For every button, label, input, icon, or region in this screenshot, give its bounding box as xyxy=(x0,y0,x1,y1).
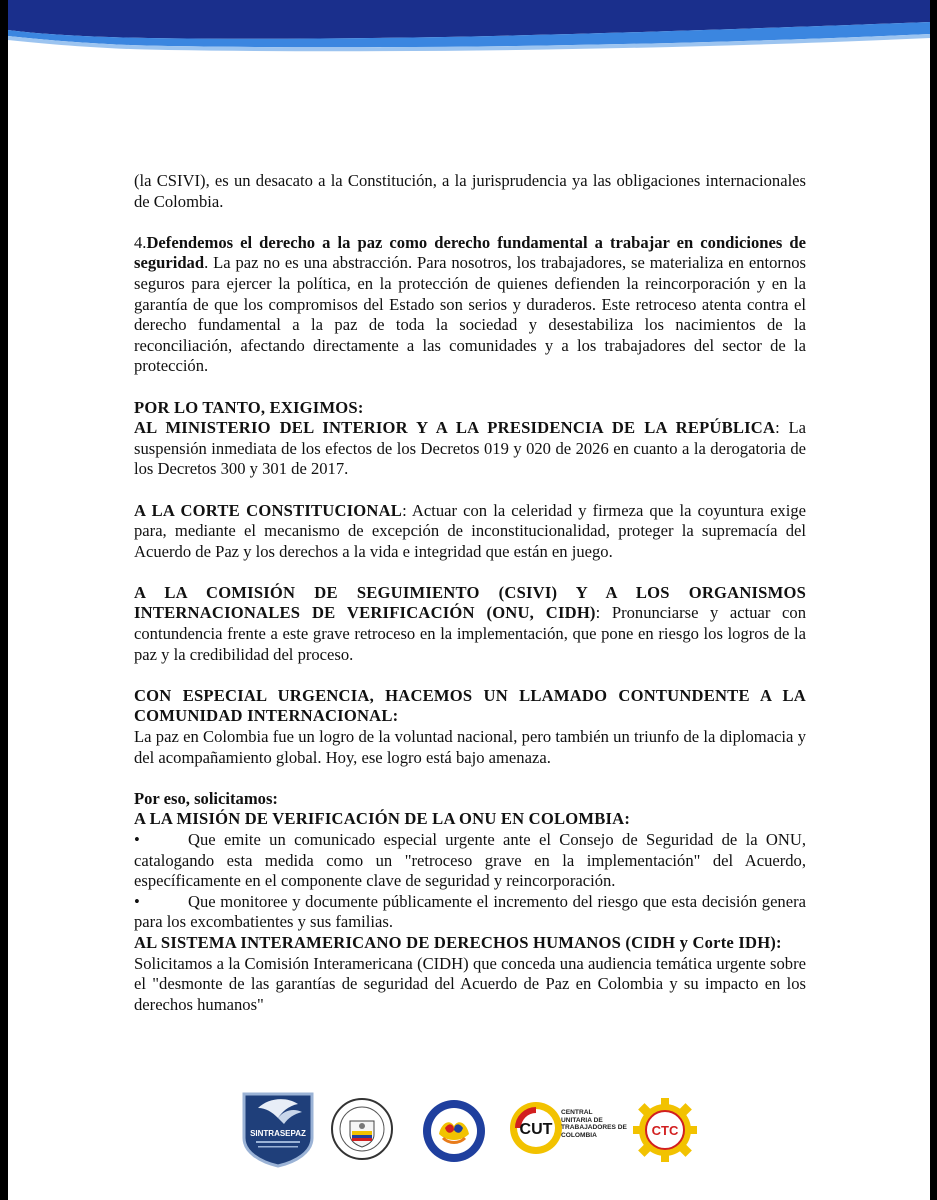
cut-label: CUT xyxy=(519,1121,553,1138)
cut-logo xyxy=(508,1100,564,1156)
sindicato-trabajadores-logo xyxy=(421,1098,487,1164)
ministerio-bold: AL MINISTERIO DEL INTERIOR Y A LA PRESIDENCIA DE LA REPÚBLICA xyxy=(134,418,776,438)
document-body xyxy=(134,171,806,1015)
sindicato-seguridad-logo xyxy=(330,1097,394,1161)
bullet-text-comunicado: Que emite un comunicado especial urgente ante el Consejo de Seguridad de la ONU, catalogando esta medida como un "retroceso grave en la implementación" del Acuerdo, específicamente en el componente clave de seguridad y reincorporación. xyxy=(134,830,806,891)
bullet-text-monitoree: Que monitoree y documente públicamente el incremento del riesgo que esta decisión genera para los excombatientes y sus familias. xyxy=(134,891,806,932)
paragraph-derecho-paz xyxy=(134,233,806,377)
paragraph-comision xyxy=(134,583,806,665)
heading-solicitamos: Por eso, solicitamos: xyxy=(134,788,278,808)
sintrasepaz-label: SINTRASEPAZ xyxy=(250,1129,306,1138)
paragraph-number: 4. xyxy=(134,232,147,252)
heading-urgencia: CON ESPECIAL URGENCIA, HACEMOS UN LLAMADO CONTUNDENTE A LA COMUNIDAD INTERNACIONAL: xyxy=(134,685,806,726)
corte-text: : Actuar con la celeridad y firmeza que la coyuntura exige para, mediante el mecanismo de excepción de inconstitucionalidad, proteger la supremacía del Acuerdo de Paz y los derechos a la vida e integridad que están en juego. xyxy=(134,500,807,561)
ctuc-line-2: UNITARIA DE xyxy=(561,1116,603,1124)
paragraph-sistema: Solicitamos a la Comisión Interamericana (CIDH) que conceda una audiencia temática urgente sobre el "desmonte de las garantías de seguridad del Acuerdo de Paz en Colombia y su impacto en los derechos humanos" xyxy=(134,953,806,1014)
paragraph-ministerio xyxy=(134,418,806,480)
ctuc-line-4: COLOMBIA xyxy=(561,1131,597,1139)
comision-bold: A LA COMISIÓN DE SEGUIMIENTO (CSIVI) Y A LOS ORGANISMOS INTERNACIONALES DE VERIFICACIÓN (ONU, CIDH) xyxy=(134,582,806,623)
ctuc-line-1: CENTRAL xyxy=(561,1109,593,1116)
bullet-symbol: • xyxy=(134,891,140,911)
bullet-symbol: • xyxy=(134,830,140,849)
bullet-item-monitoree xyxy=(134,892,806,933)
paragraph-derecho-paz-text: . La paz no es una abstracción. Para nosotros, los trabajadores, se materializa en entornos seguros para ejercer la política, en la protección de quienes defienden la reincorporación y en la garantía de que los compromisos del Estado son serios y duraderos. Este retroceso atenta contra el derecho fundamental a la paz de toda la sociedad y desestabiliza los nacimientos de la reconciliación, afectando directamente a las comunidades y a los trabajadores del sector de la protección. xyxy=(134,253,806,376)
comision-text: : Pronunciarse y actuar con contundencia frente a este grave retroceso en la implementación, que pone en riesgo los logros de la paz y la credibilidad del proceso. xyxy=(134,603,806,664)
heading-exigimos: POR LO TANTO, EXIGIMOS: xyxy=(134,397,364,417)
ministerio-text: : La suspensión inmediata de los efectos de los Decretos 019 y 020 de 2026 en cuanto a la derogatoria de los Decretos 300 y 301 de 2017. xyxy=(134,418,806,479)
paragraph-derecho-paz-bold: Defendemos el derecho a la paz como derecho fundamental a trabajar en condiciones de seguridad xyxy=(134,232,806,273)
ctc-label: CTC xyxy=(651,1123,679,1138)
heading-mision-onu: A LA MISIÓN DE VERIFICACIÓN DE LA ONU EN COLOMBIA: xyxy=(134,809,631,829)
header-swoosh-banner xyxy=(8,0,930,60)
corte-bold: A LA CORTE CONSTITUCIONAL xyxy=(134,500,403,520)
document-page xyxy=(8,0,930,1200)
paragraph-corte xyxy=(134,501,806,563)
heading-sistema-interamericano: AL SISTEMA INTERAMERICANO DE DERECHOS HUMANOS (CIDH y Corte IDH): xyxy=(134,932,782,952)
sintrasepaz-logo xyxy=(238,1086,318,1168)
paragraph-urgencia: La paz en Colombia fue un logro de la voluntad nacional, pero también un triunfo de la diplomacia y del acompañamiento global. Hoy, ese logro está bajo amenaza. xyxy=(134,727,806,767)
bullet-item-comunicado xyxy=(134,830,806,892)
ctc-logo xyxy=(632,1097,698,1163)
paragraph-csivi: (la CSIVI), es un desacato a la Constitución, a la jurisprudencia ya las obligaciones internacionales de Colombia. xyxy=(134,171,806,211)
ctuc-line-3: TRABAJADORES DE xyxy=(561,1124,627,1132)
ctuc-logo-text xyxy=(561,1109,631,1139)
